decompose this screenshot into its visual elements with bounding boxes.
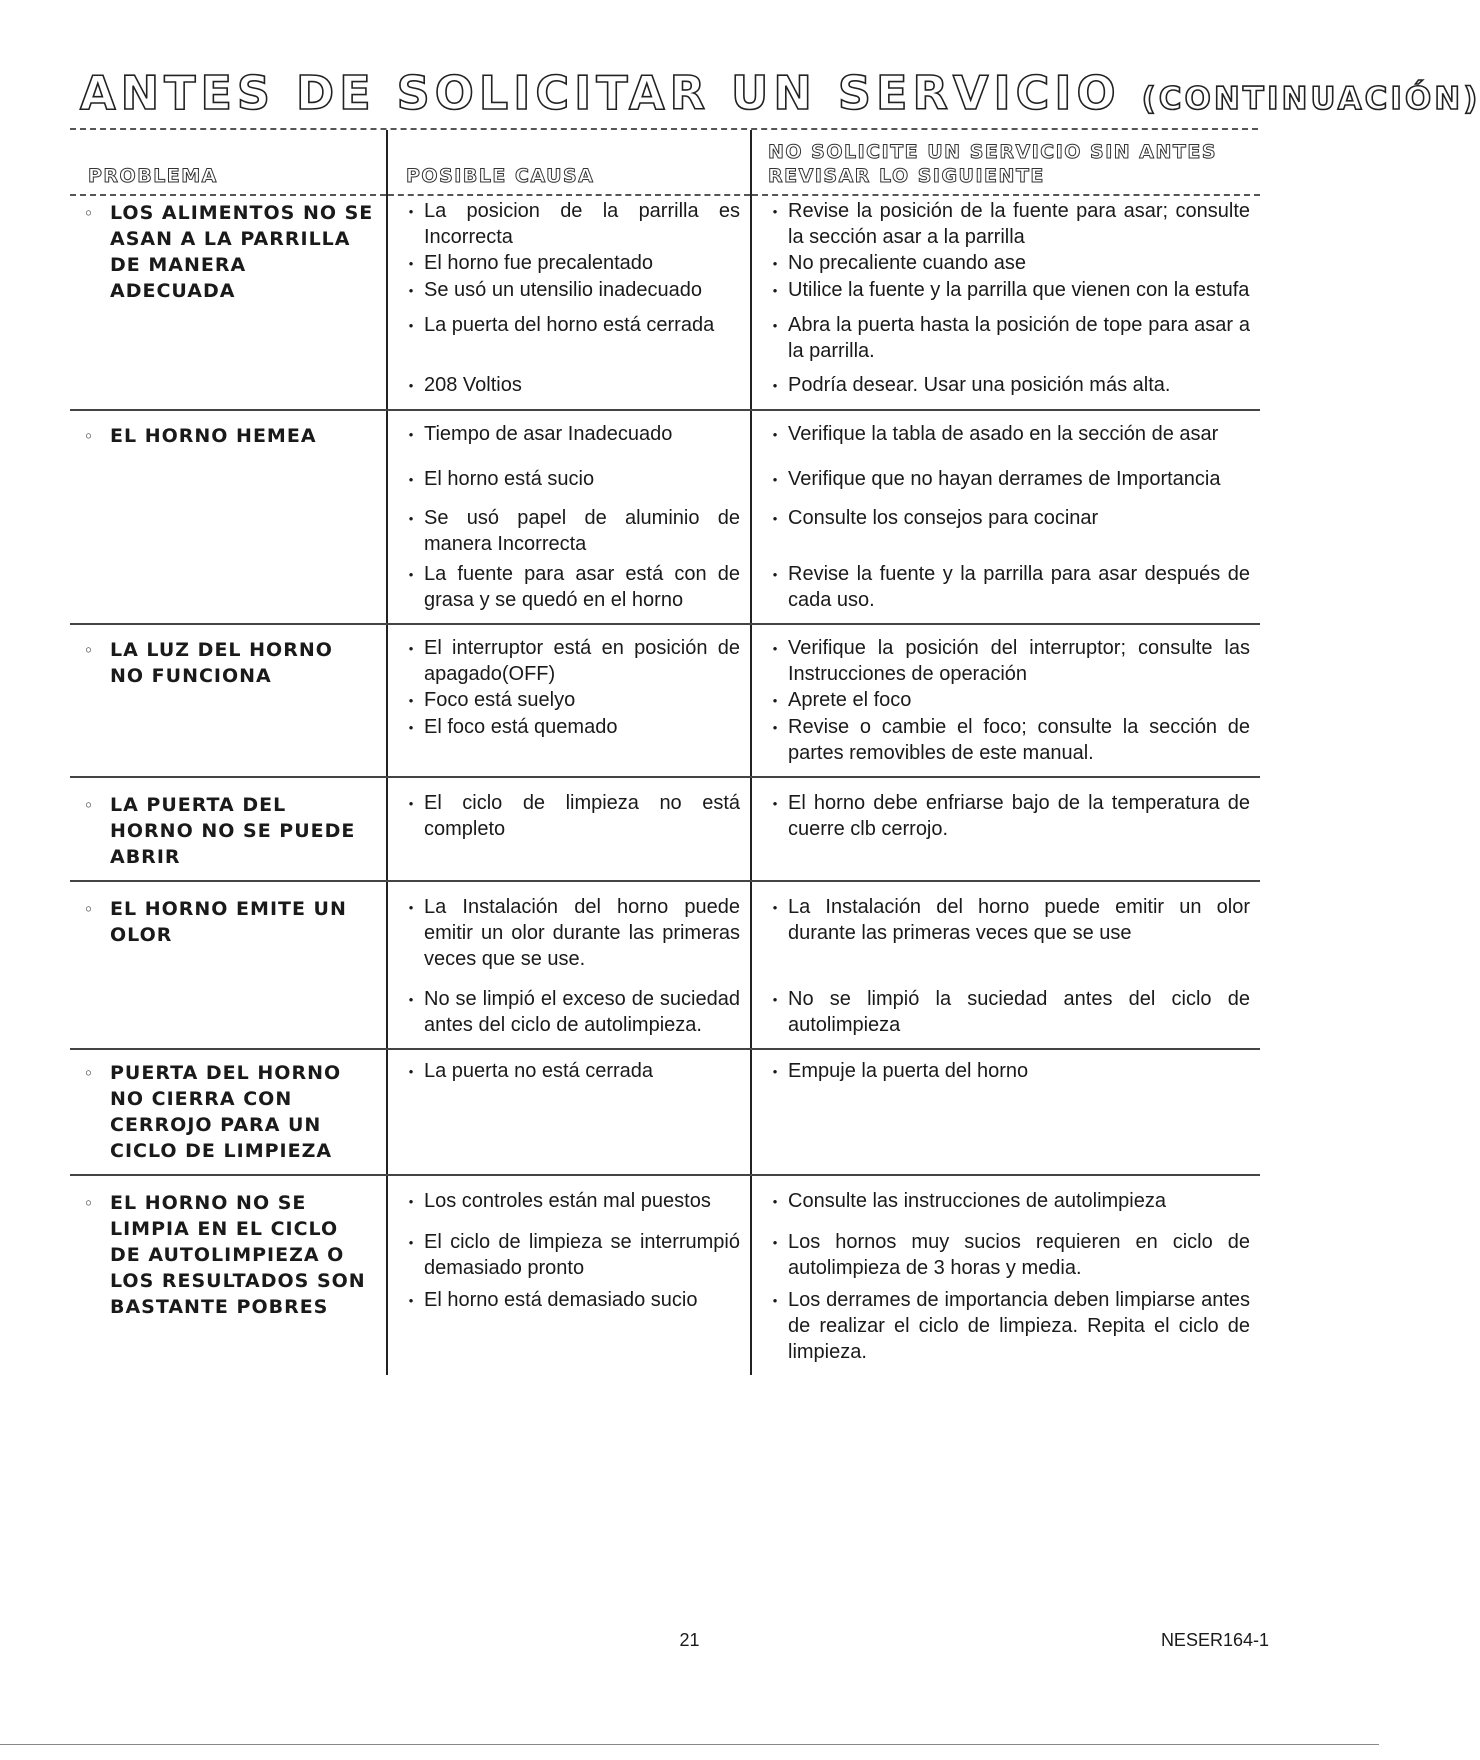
cause-text: El foco está quemado (424, 716, 618, 738)
cause-item (398, 561, 740, 613)
problem-item (84, 792, 374, 870)
solution-text: Revise o cambie el foco; consulte la sección de partes removibles de este manual. (788, 716, 1250, 764)
page-title (80, 66, 1480, 120)
bullet-icon: • (772, 1235, 778, 1250)
table-row (70, 410, 1260, 624)
bullet-icon: • (772, 256, 778, 271)
solution-item (762, 277, 1250, 304)
cause-cell (387, 624, 751, 777)
cause-item (398, 1188, 740, 1215)
solution-text: Abra la puerta hasta la posición de tope para asar a la parrilla. (788, 314, 1250, 362)
solution-text: Revise la fuente y la parrilla para asar después de cada uso. (788, 563, 1250, 611)
bullet-icon: ◦ (84, 798, 94, 814)
cause-item (398, 1058, 740, 1085)
bullet-icon: • (772, 318, 778, 333)
cause-cell (387, 881, 751, 1049)
cause-text: El horno fue precalentado (424, 252, 654, 274)
problem-text: LOS ALIMENTOS NO SE ASAN A LA PARRILLA DE MANERA ADECUADA (110, 202, 374, 302)
cause-text: El horno está demasiado sucio (424, 1289, 698, 1311)
bullet-icon: • (772, 720, 778, 735)
solution-text: Utilice la fuente y la parrilla que vienen con la estufa (788, 279, 1250, 301)
solution-cell (751, 777, 1260, 881)
bullet-icon: • (772, 1064, 778, 1079)
solution-text: Verifique la tabla de asado en la sección de asar (788, 423, 1219, 445)
solution-text: Empuje la puerta del horno (788, 1060, 1029, 1082)
bullet-icon: • (408, 992, 414, 1007)
problem-cell (70, 410, 387, 624)
bullet-icon: • (408, 641, 414, 656)
cause-item (398, 277, 740, 304)
bullet-icon: • (772, 1194, 778, 1209)
bullet-icon: • (408, 427, 414, 442)
troubleshooting-table (70, 130, 1260, 1375)
solution-text: Revise la posición de la fuente para asar; consulte la sección asar a la parrilla (788, 200, 1250, 248)
bullet-icon: ◦ (84, 902, 94, 918)
solution-text: La Instalación del horno puede emitir un olor durante las primeras veces que se use (788, 896, 1250, 944)
cause-cell (387, 410, 751, 624)
problem-item (84, 200, 374, 304)
cause-item (398, 250, 740, 277)
bullet-icon: • (772, 796, 778, 811)
page-number: 21 (679, 1630, 700, 1650)
cause-item (398, 421, 740, 448)
cause-item (398, 986, 740, 1038)
bullet-icon: • (408, 511, 414, 526)
problem-text: EL HORNO HEMEA (110, 425, 317, 447)
bullet-icon: • (408, 567, 414, 582)
cause-text: El ciclo de limpieza se interrumpió demasiado pronto (424, 1231, 740, 1279)
solution-item (762, 372, 1250, 399)
cause-cell (387, 1175, 751, 1375)
solution-text: Consulte los consejos para cocinar (788, 507, 1099, 529)
solution-item (762, 250, 1250, 277)
cause-text: Se usó un utensilio inadecuado (424, 279, 702, 301)
bullet-icon: ◦ (84, 643, 94, 659)
table-row (70, 1049, 1260, 1175)
table-body (70, 195, 1260, 1375)
solution-item (762, 466, 1250, 493)
cause-text: Tiempo de asar Inadecuado (424, 423, 673, 445)
cause-item (398, 714, 740, 766)
solution-cell (751, 1175, 1260, 1375)
cause-text: El interruptor está en posición de apagado(OFF) (424, 637, 740, 685)
bullet-icon: ◦ (84, 429, 94, 445)
bullet-icon: • (772, 992, 778, 1007)
cause-cell (387, 195, 751, 410)
solution-item (762, 894, 1250, 972)
title-continuation: (CONTINUACIÓN) (1141, 81, 1480, 117)
table-row (70, 624, 1260, 777)
bullet-icon: • (772, 641, 778, 656)
solution-item (762, 312, 1250, 364)
bullet-icon: • (772, 900, 778, 915)
solution-cell (751, 195, 1260, 410)
problem-cell (70, 1049, 387, 1175)
bullet-icon: ◦ (84, 206, 94, 222)
problem-text: EL HORNO NO SE LIMPIA EN EL CICLO DE AUTOLIMPIEZA O LOS RESULTADOS SON BASTANTE POBRES (110, 1192, 366, 1318)
bullet-icon: • (772, 1293, 778, 1308)
table-row (70, 881, 1260, 1049)
problem-text: PUERTA DEL HORNO NO CIERRA CON CERROJO PARA UN CICLO DE LIMPIEZA (110, 1062, 342, 1162)
problem-text: LA PUERTA DEL HORNO NO SE PUEDE ABRIR (110, 794, 356, 868)
bullet-icon: • (408, 378, 414, 393)
solution-item (762, 1058, 1250, 1085)
problem-text: LA LUZ DEL HORNO NO FUNCIONA (110, 639, 333, 687)
bullet-icon: • (772, 567, 778, 582)
bullet-icon: • (408, 472, 414, 487)
solution-text: Verifique la posición del interruptor; consulte las Instrucciones de operación (788, 637, 1250, 685)
cause-item (398, 312, 740, 364)
solution-item (762, 1229, 1250, 1281)
solution-item (762, 561, 1250, 613)
cause-item (398, 505, 740, 557)
bullet-icon: • (408, 1235, 414, 1250)
cause-item (398, 466, 740, 493)
problem-text: EL HORNO EMITE UN OLOR (110, 898, 347, 946)
problem-cell (70, 624, 387, 777)
document-code: NESER164-1 (1160, 1630, 1269, 1650)
header-solution: NO SOLICITE UN SERVICIO SIN ANTES REVISAR LO SIGUIENTE (751, 130, 1260, 195)
bullet-icon: • (408, 720, 414, 735)
solution-cell (751, 410, 1260, 624)
bullet-icon: • (408, 1293, 414, 1308)
solution-text: El horno debe enfriarse bajo de la temperatura de cuerre clb cerrojo. (788, 792, 1250, 840)
bullet-icon: • (408, 256, 414, 271)
problem-cell (70, 777, 387, 881)
bullet-icon: • (772, 472, 778, 487)
solution-item (762, 1188, 1250, 1215)
bullet-icon: • (772, 204, 778, 219)
bullet-icon: • (408, 693, 414, 708)
cause-text: Foco está suelyo (424, 689, 576, 711)
cause-text: Se usó papel de aluminio de manera Incorrecta (424, 507, 740, 555)
bullet-icon: ◦ (84, 1066, 94, 1082)
table-row (70, 1175, 1260, 1375)
solution-text: Los derrames de importancia deben limpiarse antes de realizar el ciclo de limpieza. Repita el ciclo de limpieza. (788, 1289, 1250, 1363)
cause-text: La Instalación del horno puede emitir un olor durante las primeras veces que se use. (424, 896, 740, 970)
bullet-icon: • (408, 1064, 414, 1079)
header-problem: PROBLEMA (70, 130, 387, 195)
solution-cell (751, 624, 1260, 777)
bullet-icon: • (408, 796, 414, 811)
solution-item (762, 1287, 1250, 1365)
problem-item (84, 637, 374, 689)
bullet-icon: • (772, 511, 778, 526)
solution-text: Podría desear. Usar una posición más alta. (788, 374, 1171, 396)
cause-item (398, 894, 740, 972)
problem-cell (70, 1175, 387, 1375)
problem-item (84, 896, 374, 948)
cause-item (398, 687, 740, 714)
cause-item (398, 790, 740, 842)
solution-text: No se limpió la suciedad antes del ciclo de autolimpieza (788, 988, 1250, 1036)
cause-text: Los controles están mal puestos (424, 1190, 711, 1212)
problem-item (84, 423, 374, 450)
bullet-icon: • (408, 318, 414, 333)
cause-text: La fuente para asar está con de grasa y se quedó en el horno (424, 563, 740, 611)
solution-item (762, 986, 1250, 1038)
bullet-icon: • (408, 900, 414, 915)
header-cause: POSIBLE CAUSA (387, 130, 751, 195)
solution-item (762, 714, 1250, 766)
problem-cell (70, 881, 387, 1049)
solution-text: Aprete el foco (788, 689, 912, 711)
solution-item (762, 687, 1250, 714)
bullet-icon: • (772, 693, 778, 708)
cause-text: No se limpió el exceso de suciedad antes del ciclo de autolimpieza. (424, 988, 740, 1036)
title-main: ANTES DE SOLICITAR UN SERVICIO (80, 66, 1121, 120)
solution-text: Los hornos muy sucios requieren en ciclo de autolimpieza de 3 horas y media. (788, 1231, 1250, 1279)
bullet-icon: • (772, 283, 778, 298)
solution-cell (751, 1049, 1260, 1175)
cause-item (398, 198, 740, 250)
problem-item (84, 1190, 374, 1320)
cause-text: La posicion de la parrilla es Incorrecta (424, 200, 740, 248)
cause-item (398, 1287, 740, 1365)
solution-item (762, 421, 1250, 448)
page-bottom-divider (0, 1744, 1379, 1745)
table-header-row (70, 130, 1260, 195)
solution-item (762, 198, 1250, 250)
problem-item (84, 1060, 374, 1164)
bullet-icon: • (772, 378, 778, 393)
solution-item (762, 635, 1250, 687)
bullet-icon: ◦ (84, 1196, 94, 1212)
cause-cell (387, 1049, 751, 1175)
table-row (70, 195, 1260, 410)
table-row (70, 777, 1260, 881)
solution-item (762, 790, 1250, 842)
bullet-icon: • (408, 204, 414, 219)
solution-text: Verifique que no hayan derrames de Importancia (788, 468, 1221, 490)
cause-text: El ciclo de limpieza no está completo (424, 792, 740, 840)
cause-item (398, 635, 740, 687)
bullet-icon: • (408, 283, 414, 298)
cause-text: 208 Voltios (424, 374, 522, 396)
cause-item (398, 372, 740, 399)
solution-item (762, 505, 1250, 557)
cause-text: El horno está sucio (424, 468, 595, 490)
cause-cell (387, 777, 751, 881)
problem-cell (70, 195, 387, 410)
cause-text: La puerta del horno está cerrada (424, 314, 715, 336)
cause-text: La puerta no está cerrada (424, 1060, 654, 1082)
solution-text: No precaliente cuando ase (788, 252, 1026, 274)
solution-cell (751, 881, 1260, 1049)
bullet-icon: • (772, 427, 778, 442)
bullet-icon: • (408, 1194, 414, 1209)
cause-item (398, 1229, 740, 1281)
solution-text: Consulte las instrucciones de autolimpieza (788, 1190, 1166, 1212)
